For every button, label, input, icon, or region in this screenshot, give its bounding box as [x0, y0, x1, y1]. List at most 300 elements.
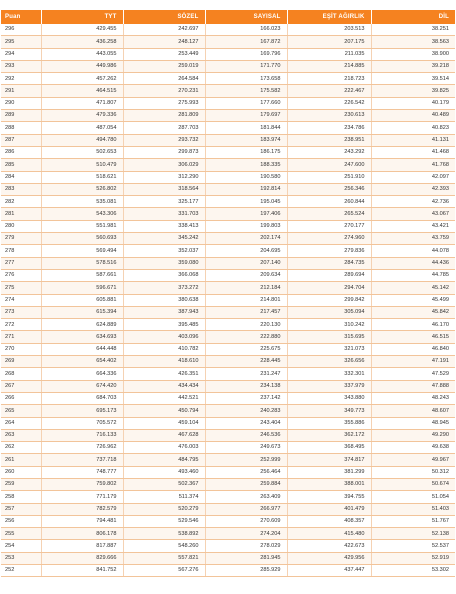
- table-row: [1, 429, 455, 441]
- table-row: [1, 146, 455, 158]
- tyt-cell: 684.703: [41, 392, 123, 404]
- puan-cell: 290: [1, 97, 41, 109]
- puan-cell: 279: [1, 233, 41, 245]
- sayisal-cell: 228.445: [205, 356, 287, 368]
- puan-cell: 280: [1, 220, 41, 232]
- table-row: [1, 60, 455, 72]
- sayisal-cell: 259.884: [205, 478, 287, 490]
- tyt-cell: 605.881: [41, 294, 123, 306]
- table-row: [1, 491, 455, 503]
- esit-agirlik-cell: 284.735: [287, 257, 371, 269]
- puan-cell: 295: [1, 36, 41, 48]
- table-row: [1, 73, 455, 85]
- puan-cell: 255: [1, 528, 41, 540]
- puan-cell: 282: [1, 196, 41, 208]
- tyt-cell: 624.889: [41, 319, 123, 331]
- table-row: [1, 294, 455, 306]
- esit-agirlik-cell: 251.910: [287, 171, 371, 183]
- sozel-cell: 538.892: [123, 528, 205, 540]
- sozel-cell: 520.279: [123, 503, 205, 515]
- dil-cell: 47.191: [371, 356, 455, 368]
- tyt-cell: 569.494: [41, 245, 123, 257]
- esit-agirlik-cell: 408.357: [287, 515, 371, 527]
- puan-cell: 263: [1, 429, 41, 441]
- tyt-cell: 644.448: [41, 343, 123, 355]
- tyt-cell: 716.133: [41, 429, 123, 441]
- dil-cell: 40.489: [371, 110, 455, 122]
- dil-cell: 40.823: [371, 122, 455, 134]
- sozel-cell: 511.374: [123, 491, 205, 503]
- table-header: [1, 10, 455, 24]
- sozel-cell: 281.809: [123, 110, 205, 122]
- dil-cell: 46.840: [371, 343, 455, 355]
- esit-agirlik-cell: 234.786: [287, 122, 371, 134]
- puan-cell: 276: [1, 269, 41, 281]
- dil-cell: 52.919: [371, 552, 455, 564]
- tyt-cell: 471.807: [41, 97, 123, 109]
- esit-agirlik-cell: 429.956: [287, 552, 371, 564]
- sozel-cell: 259.019: [123, 60, 205, 72]
- puan-cell: 286: [1, 146, 41, 158]
- esit-agirlik-cell: 226.542: [287, 97, 371, 109]
- puan-cell: 254: [1, 540, 41, 552]
- puan-cell: 278: [1, 245, 41, 257]
- sozel-cell: 426.351: [123, 368, 205, 380]
- dil-cell: 51.403: [371, 503, 455, 515]
- table-row: [1, 405, 455, 417]
- sayisal-cell: 278.029: [205, 540, 287, 552]
- tyt-cell: 587.661: [41, 269, 123, 281]
- puan-cell: 261: [1, 454, 41, 466]
- table-row: [1, 306, 455, 318]
- table-row: [1, 392, 455, 404]
- tyt-cell: 794.481: [41, 515, 123, 527]
- sozel-cell: 467.628: [123, 429, 205, 441]
- sozel-cell: 242.697: [123, 24, 205, 36]
- tyt-cell: 502.653: [41, 146, 123, 158]
- sozel-cell: 502.367: [123, 478, 205, 490]
- esit-agirlik-cell: 289.694: [287, 269, 371, 281]
- sayisal-cell: 270.609: [205, 515, 287, 527]
- table-row: [1, 540, 455, 552]
- tyt-cell: 543.306: [41, 208, 123, 220]
- sayisal-cell: 266.977: [205, 503, 287, 515]
- sayisal-cell: 274.204: [205, 528, 287, 540]
- table-row: [1, 319, 455, 331]
- sayisal-cell: 243.404: [205, 417, 287, 429]
- puan-cell: 274: [1, 294, 41, 306]
- sozel-cell: 459.104: [123, 417, 205, 429]
- table-row: [1, 245, 455, 257]
- table-row: [1, 454, 455, 466]
- sozel-cell: 410.782: [123, 343, 205, 355]
- header-dil: DİL: [371, 10, 455, 24]
- table-row: [1, 48, 455, 60]
- sozel-cell: 442.521: [123, 392, 205, 404]
- score-table: [1, 10, 455, 577]
- tyt-cell: 510.479: [41, 159, 123, 171]
- dil-cell: 39.514: [371, 73, 455, 85]
- puan-cell: 289: [1, 110, 41, 122]
- sayisal-cell: 177.660: [205, 97, 287, 109]
- table-row: [1, 478, 455, 490]
- esit-agirlik-cell: 349.773: [287, 405, 371, 417]
- sozel-cell: 450.794: [123, 405, 205, 417]
- esit-agirlik-cell: 256.346: [287, 183, 371, 195]
- esit-agirlik-cell: 343.880: [287, 392, 371, 404]
- sayisal-cell: 231.247: [205, 368, 287, 380]
- tyt-cell: 771.179: [41, 491, 123, 503]
- table-row: [1, 110, 455, 122]
- dil-cell: 49.638: [371, 442, 455, 454]
- tyt-cell: 664.336: [41, 368, 123, 380]
- table-row: [1, 171, 455, 183]
- sozel-cell: 403.096: [123, 331, 205, 343]
- sozel-cell: 338.413: [123, 220, 205, 232]
- sayisal-cell: 234.138: [205, 380, 287, 392]
- dil-cell: 42.393: [371, 183, 455, 195]
- header-sozel: SÖZEL: [123, 10, 205, 24]
- sayisal-cell: 195.045: [205, 196, 287, 208]
- table-row: [1, 503, 455, 515]
- esit-agirlik-cell: 238.951: [287, 134, 371, 146]
- dil-cell: 41.131: [371, 134, 455, 146]
- dil-cell: 46.170: [371, 319, 455, 331]
- dil-cell: 42.736: [371, 196, 455, 208]
- header-tyt: TYT: [41, 10, 123, 24]
- sayisal-cell: 209.634: [205, 269, 287, 281]
- sozel-cell: 387.943: [123, 306, 205, 318]
- puan-cell: 264: [1, 417, 41, 429]
- tyt-cell: 654.402: [41, 356, 123, 368]
- esit-agirlik-cell: 381.299: [287, 466, 371, 478]
- tyt-cell: 479.336: [41, 110, 123, 122]
- tyt-cell: 449.986: [41, 60, 123, 72]
- dil-cell: 49.967: [371, 454, 455, 466]
- table-row: [1, 36, 455, 48]
- table-body: [1, 24, 455, 577]
- sayisal-cell: 186.175: [205, 146, 287, 158]
- tyt-cell: 829.666: [41, 552, 123, 564]
- dil-cell: 39.218: [371, 60, 455, 72]
- table-row: [1, 85, 455, 97]
- dil-cell: 48.945: [371, 417, 455, 429]
- sozel-cell: 275.993: [123, 97, 205, 109]
- esit-agirlik-cell: 337.979: [287, 380, 371, 392]
- sozel-cell: 529.546: [123, 515, 205, 527]
- dil-cell: 44.785: [371, 269, 455, 281]
- sayisal-cell: 188.335: [205, 159, 287, 171]
- esit-agirlik-cell: 279.836: [287, 245, 371, 257]
- esit-agirlik-cell: 230.613: [287, 110, 371, 122]
- dil-cell: 46.515: [371, 331, 455, 343]
- dil-cell: 44.078: [371, 245, 455, 257]
- sozel-cell: 434.434: [123, 380, 205, 392]
- header-esit-agirlik: EŞİT AĞIRLIK: [287, 10, 371, 24]
- puan-cell: 262: [1, 442, 41, 454]
- dil-cell: 53.302: [371, 565, 455, 577]
- table-row: [1, 331, 455, 343]
- table-row: [1, 233, 455, 245]
- sozel-cell: 287.703: [123, 122, 205, 134]
- dil-cell: 43.759: [371, 233, 455, 245]
- sozel-cell: 484.795: [123, 454, 205, 466]
- header-row: [1, 10, 455, 24]
- sozel-cell: 331.703: [123, 208, 205, 220]
- sozel-cell: 293.732: [123, 134, 205, 146]
- sayisal-cell: 169.796: [205, 48, 287, 60]
- puan-cell: 257: [1, 503, 41, 515]
- esit-agirlik-cell: 315.695: [287, 331, 371, 343]
- esit-agirlik-cell: 368.495: [287, 442, 371, 454]
- esit-agirlik-cell: 355.886: [287, 417, 371, 429]
- dil-cell: 45.142: [371, 282, 455, 294]
- table-row: [1, 565, 455, 577]
- dil-cell: 49.290: [371, 429, 455, 441]
- tyt-cell: 494.780: [41, 134, 123, 146]
- tyt-cell: 518.621: [41, 171, 123, 183]
- dil-cell: 42.097: [371, 171, 455, 183]
- sayisal-cell: 192.814: [205, 183, 287, 195]
- tyt-cell: 759.802: [41, 478, 123, 490]
- dil-cell: 40.179: [371, 97, 455, 109]
- puan-cell: 272: [1, 319, 41, 331]
- dil-cell: 38.563: [371, 36, 455, 48]
- table-row: [1, 159, 455, 171]
- esit-agirlik-cell: 422.673: [287, 540, 371, 552]
- puan-cell: 281: [1, 208, 41, 220]
- dil-cell: 39.825: [371, 85, 455, 97]
- sayisal-cell: 183.974: [205, 134, 287, 146]
- dil-cell: 47.529: [371, 368, 455, 380]
- sozel-cell: 366.068: [123, 269, 205, 281]
- sayisal-cell: 222.880: [205, 331, 287, 343]
- puan-cell: 269: [1, 356, 41, 368]
- tyt-cell: 705.572: [41, 417, 123, 429]
- sozel-cell: 352.037: [123, 245, 205, 257]
- puan-cell: 294: [1, 48, 41, 60]
- table-row: [1, 282, 455, 294]
- esit-agirlik-cell: 260.844: [287, 196, 371, 208]
- table-row: [1, 196, 455, 208]
- esit-agirlik-cell: 203.513: [287, 24, 371, 36]
- table-row: [1, 97, 455, 109]
- header-sayisal: SAYISAL: [205, 10, 287, 24]
- tyt-cell: 436.258: [41, 36, 123, 48]
- dil-cell: 41.468: [371, 146, 455, 158]
- tyt-cell: 487.054: [41, 122, 123, 134]
- esit-agirlik-cell: 362.172: [287, 429, 371, 441]
- sayisal-cell: 173.658: [205, 73, 287, 85]
- sayisal-cell: 220.130: [205, 319, 287, 331]
- sozel-cell: 395.485: [123, 319, 205, 331]
- table-row: [1, 380, 455, 392]
- esit-agirlik-cell: 326.656: [287, 356, 371, 368]
- puan-cell: 283: [1, 183, 41, 195]
- table-row: [1, 134, 455, 146]
- sayisal-cell: 190.580: [205, 171, 287, 183]
- tyt-cell: 526.802: [41, 183, 123, 195]
- esit-agirlik-cell: 218.723: [287, 73, 371, 85]
- sozel-cell: 264.584: [123, 73, 205, 85]
- tyt-cell: 560.693: [41, 233, 123, 245]
- dil-cell: 45.842: [371, 306, 455, 318]
- puan-cell: 292: [1, 73, 41, 85]
- puan-cell: 275: [1, 282, 41, 294]
- puan-cell: 288: [1, 122, 41, 134]
- sayisal-cell: 175.582: [205, 85, 287, 97]
- sayisal-cell: 212.184: [205, 282, 287, 294]
- sozel-cell: 567.276: [123, 565, 205, 577]
- puan-cell: 253: [1, 552, 41, 564]
- table-row: [1, 442, 455, 454]
- puan-cell: 270: [1, 343, 41, 355]
- esit-agirlik-cell: 310.242: [287, 319, 371, 331]
- dil-cell: 38.900: [371, 48, 455, 60]
- table-row: [1, 466, 455, 478]
- table-row: [1, 515, 455, 527]
- sayisal-cell: 204.695: [205, 245, 287, 257]
- dil-cell: 52.138: [371, 528, 455, 540]
- dil-cell: 47.888: [371, 380, 455, 392]
- sozel-cell: 345.242: [123, 233, 205, 245]
- tyt-cell: 464.515: [41, 85, 123, 97]
- puan-cell: 265: [1, 405, 41, 417]
- dil-cell: 45.499: [371, 294, 455, 306]
- dil-cell: 50.312: [371, 466, 455, 478]
- table-row: [1, 122, 455, 134]
- sayisal-cell: 281.945: [205, 552, 287, 564]
- puan-cell: 267: [1, 380, 41, 392]
- table-row: [1, 528, 455, 540]
- header-puan: Puan: [1, 10, 41, 24]
- table-row: [1, 220, 455, 232]
- esit-agirlik-cell: 388.001: [287, 478, 371, 490]
- sozel-cell: 380.638: [123, 294, 205, 306]
- esit-agirlik-cell: 299.842: [287, 294, 371, 306]
- tyt-cell: 457.262: [41, 73, 123, 85]
- table-row: [1, 269, 455, 281]
- sozel-cell: 493.460: [123, 466, 205, 478]
- sayisal-cell: 252.999: [205, 454, 287, 466]
- dil-cell: 51.767: [371, 515, 455, 527]
- esit-agirlik-cell: 437.447: [287, 565, 371, 577]
- sozel-cell: 359.080: [123, 257, 205, 269]
- tyt-cell: 841.752: [41, 565, 123, 577]
- tyt-cell: 551.981: [41, 220, 123, 232]
- table-row: [1, 356, 455, 368]
- table-row: [1, 208, 455, 220]
- puan-cell: 285: [1, 159, 41, 171]
- tyt-cell: 578.516: [41, 257, 123, 269]
- tyt-cell: 674.420: [41, 380, 123, 392]
- tyt-cell: 806.178: [41, 528, 123, 540]
- dil-cell: 51.054: [371, 491, 455, 503]
- puan-cell: 293: [1, 60, 41, 72]
- tyt-cell: 429.455: [41, 24, 123, 36]
- sayisal-cell: 263.409: [205, 491, 287, 503]
- sayisal-cell: 181.844: [205, 122, 287, 134]
- sayisal-cell: 207.140: [205, 257, 287, 269]
- dil-cell: 43.421: [371, 220, 455, 232]
- esit-agirlik-cell: 214.885: [287, 60, 371, 72]
- sozel-cell: 418.610: [123, 356, 205, 368]
- sozel-cell: 318.564: [123, 183, 205, 195]
- sayisal-cell: 199.803: [205, 220, 287, 232]
- esit-agirlik-cell: 401.479: [287, 503, 371, 515]
- esit-agirlik-cell: 321.073: [287, 343, 371, 355]
- puan-cell: 287: [1, 134, 41, 146]
- tyt-cell: 782.579: [41, 503, 123, 515]
- tyt-cell: 817.887: [41, 540, 123, 552]
- dil-cell: 38.251: [371, 24, 455, 36]
- sozel-cell: 299.873: [123, 146, 205, 158]
- tyt-cell: 737.718: [41, 454, 123, 466]
- puan-cell: 277: [1, 257, 41, 269]
- sayisal-cell: 285.929: [205, 565, 287, 577]
- sayisal-cell: 256.464: [205, 466, 287, 478]
- dil-cell: 48.243: [371, 392, 455, 404]
- sozel-cell: 312.290: [123, 171, 205, 183]
- sayisal-cell: 225.675: [205, 343, 287, 355]
- esit-agirlik-cell: 305.094: [287, 306, 371, 318]
- puan-cell: 271: [1, 331, 41, 343]
- tyt-cell: 615.394: [41, 306, 123, 318]
- sayisal-cell: 246.536: [205, 429, 287, 441]
- sozel-cell: 476.003: [123, 442, 205, 454]
- esit-agirlik-cell: 265.524: [287, 208, 371, 220]
- esit-agirlik-cell: 207.175: [287, 36, 371, 48]
- table-row: [1, 368, 455, 380]
- puan-cell: 268: [1, 368, 41, 380]
- sayisal-cell: 167.872: [205, 36, 287, 48]
- tyt-cell: 726.962: [41, 442, 123, 454]
- tyt-cell: 596.671: [41, 282, 123, 294]
- esit-agirlik-cell: 211.035: [287, 48, 371, 60]
- sayisal-cell: 166.023: [205, 24, 287, 36]
- table-row: [1, 343, 455, 355]
- sozel-cell: 325.177: [123, 196, 205, 208]
- esit-agirlik-cell: 222.467: [287, 85, 371, 97]
- esit-agirlik-cell: 243.292: [287, 146, 371, 158]
- esit-agirlik-cell: 394.755: [287, 491, 371, 503]
- table-row: [1, 257, 455, 269]
- sayisal-cell: 240.283: [205, 405, 287, 417]
- sozel-cell: 548.260: [123, 540, 205, 552]
- esit-agirlik-cell: 274.960: [287, 233, 371, 245]
- dil-cell: 50.674: [371, 478, 455, 490]
- table-row: [1, 552, 455, 564]
- table-row: [1, 183, 455, 195]
- puan-cell: 296: [1, 24, 41, 36]
- sayisal-cell: 249.673: [205, 442, 287, 454]
- esit-agirlik-cell: 247.600: [287, 159, 371, 171]
- sozel-cell: 253.449: [123, 48, 205, 60]
- tyt-cell: 748.777: [41, 466, 123, 478]
- sozel-cell: 557.821: [123, 552, 205, 564]
- puan-cell: 273: [1, 306, 41, 318]
- puan-cell: 291: [1, 85, 41, 97]
- tyt-cell: 443.055: [41, 48, 123, 60]
- puan-cell: 260: [1, 466, 41, 478]
- sayisal-cell: 217.457: [205, 306, 287, 318]
- tyt-cell: 695.173: [41, 405, 123, 417]
- sayisal-cell: 237.142: [205, 392, 287, 404]
- puan-cell: 266: [1, 392, 41, 404]
- sayisal-cell: 202.174: [205, 233, 287, 245]
- dil-cell: 52.537: [371, 540, 455, 552]
- dil-cell: 44.436: [371, 257, 455, 269]
